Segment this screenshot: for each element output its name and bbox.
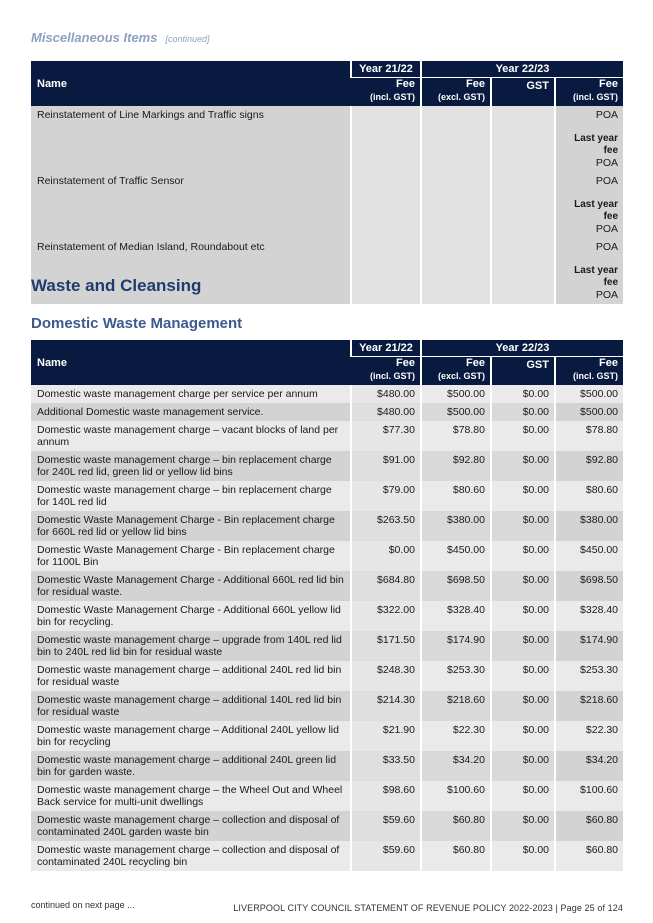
- col-gst-header: GST: [491, 78, 555, 107]
- waste-fee-table: [31, 340, 623, 871]
- fee-year-prev: $480.00: [351, 403, 421, 421]
- item-name: Domestic waste management charge – collection and disposal of contaminated 240L recycling bin: [31, 841, 351, 871]
- table-row: [31, 106, 623, 172]
- fee-incl-gst: [555, 238, 623, 304]
- fee-incl-gst: $450.00: [555, 541, 623, 571]
- gst-amount: [491, 106, 555, 172]
- fee-excl-gst: $22.30: [421, 721, 491, 751]
- item-name: Domestic waste management charge – upgrade from 140L red lid bin to 240L red lid bin for residual waste: [31, 631, 351, 661]
- table-row: [31, 721, 623, 751]
- table-row: [31, 691, 623, 721]
- item-name: Domestic Waste Management Charge - Bin replacement charge for 660L red lid or yellow lid bins: [31, 511, 351, 541]
- fee-year-prev: $98.60: [351, 781, 421, 811]
- fee-incl-gst: $100.60: [555, 781, 623, 811]
- fee-excl-gst: $218.60: [421, 691, 491, 721]
- fee-excl-gst: $80.60: [421, 481, 491, 511]
- gst-amount: $0.00: [491, 571, 555, 601]
- fee-incl-gst: $500.00: [555, 403, 623, 421]
- gst-amount: [491, 172, 555, 238]
- gst-amount: $0.00: [491, 661, 555, 691]
- item-name: Domestic waste management charge – the Wheel Out and Wheel Back service for multi-unit dwellings: [31, 781, 351, 811]
- gst-amount: $0.00: [491, 385, 555, 403]
- gst-amount: $0.00: [491, 421, 555, 451]
- continued-label: [continued]: [165, 34, 210, 44]
- gst-amount: $0.00: [491, 691, 555, 721]
- table-row: [31, 661, 623, 691]
- fee-year-prev: $91.00: [351, 451, 421, 481]
- item-name: Reinstatement of Traffic Sensor: [31, 172, 351, 238]
- item-name: Domestic waste management charge – additional 240L green lid bin for garden waste.: [31, 751, 351, 781]
- fee-incl-gst: $174.90: [555, 631, 623, 661]
- fee-excl-gst: $253.30: [421, 661, 491, 691]
- table-row: [31, 751, 623, 781]
- col-incl-fee-header: Fee (incl. GST): [555, 78, 623, 107]
- fee-excl-gst: $174.90: [421, 631, 491, 661]
- table-row: [31, 511, 623, 541]
- poa-label: POA: [595, 109, 619, 121]
- last-year-poa-label: POA: [595, 223, 619, 235]
- item-name: Domestic waste management charge – bin replacement charge for 240L red lid, green lid or yellow lid bins: [31, 451, 351, 481]
- fee-excl-gst: $380.00: [421, 511, 491, 541]
- fee-excl-gst: [421, 238, 491, 304]
- col-year-curr-header: Year 22/23: [421, 340, 623, 357]
- gst-amount: $0.00: [491, 601, 555, 631]
- fee-incl-gst: $218.60: [555, 691, 623, 721]
- fee-excl-gst: $698.50: [421, 571, 491, 601]
- gst-amount: $0.00: [491, 403, 555, 421]
- fee-excl-gst: $60.80: [421, 811, 491, 841]
- item-name: Domestic waste management charge – additional 240L red lid bin for residual waste: [31, 661, 351, 691]
- item-name: Domestic waste management charge – vacant blocks of land per annum: [31, 421, 351, 451]
- fee-incl-gst: $34.20: [555, 751, 623, 781]
- table-row: [31, 601, 623, 631]
- fee-incl-gst: $328.40: [555, 601, 623, 631]
- fee-excl-gst: $450.00: [421, 541, 491, 571]
- gst-amount: $0.00: [491, 811, 555, 841]
- fee-year-prev: $0.00: [351, 541, 421, 571]
- fee-excl-gst: $92.80: [421, 451, 491, 481]
- item-name: Reinstatement of Line Markings and Traffic signs: [31, 106, 351, 172]
- table-row: [31, 421, 623, 451]
- col-year-prev-header: Year 21/22: [351, 340, 421, 357]
- col-year-prev-header: Year 21/22: [351, 61, 421, 78]
- item-name: Domestic waste management charge per service per annum: [31, 385, 351, 403]
- item-name: Domestic waste management charge – bin replacement charge for 140L red lid: [31, 481, 351, 511]
- item-name: Domestic waste management charge – additional 140L red lid bin for residual waste: [31, 691, 351, 721]
- item-name: Reinstatement of Median Island, Roundabout etc: [31, 238, 351, 304]
- gst-amount: $0.00: [491, 841, 555, 871]
- fee-year-prev: $77.30: [351, 421, 421, 451]
- poa-label: POA: [595, 241, 619, 253]
- table-row: [31, 571, 623, 601]
- last-year-fee-label: Last year fee: [574, 133, 619, 156]
- fee-year-prev: $33.50: [351, 751, 421, 781]
- fee-year-prev: $79.00: [351, 481, 421, 511]
- misc-fee-table: [31, 61, 623, 304]
- fee-year-prev: [351, 238, 421, 304]
- fee-incl-gst: $500.00: [555, 385, 623, 403]
- subsection-title: Domestic Waste Management: [31, 315, 243, 332]
- misc-title-text: Miscellaneous Items: [31, 30, 158, 45]
- fee-year-prev: $59.60: [351, 811, 421, 841]
- footer-document-info: LIVERPOOL CITY COUNCIL STATEMENT OF REVENUE POLICY 2022-2023 | Page 25 of 124: [233, 903, 623, 913]
- fee-year-prev: $263.50: [351, 511, 421, 541]
- fee-incl-gst: [555, 172, 623, 238]
- table-row: [31, 841, 623, 871]
- gst-amount: $0.00: [491, 451, 555, 481]
- fee-excl-gst: $328.40: [421, 601, 491, 631]
- fee-incl-gst: $253.30: [555, 661, 623, 691]
- fee-excl-gst: $78.80: [421, 421, 491, 451]
- misc-section-title: [31, 30, 210, 45]
- col-name-header: Name: [31, 340, 351, 385]
- poa-label: POA: [595, 175, 619, 187]
- table-row: [31, 781, 623, 811]
- fee-excl-gst: $100.60: [421, 781, 491, 811]
- fee-incl-gst: $92.80: [555, 451, 623, 481]
- fee-year-prev: $480.00: [351, 385, 421, 403]
- col-year-curr-header: Year 22/23: [421, 61, 623, 78]
- gst-amount: $0.00: [491, 781, 555, 811]
- fee-excl-gst: $500.00: [421, 385, 491, 403]
- table-row: [31, 811, 623, 841]
- last-year-fee-label: Last year fee: [574, 265, 619, 288]
- col-incl-fee-header: Fee (incl. GST): [555, 357, 623, 386]
- table-row: [31, 403, 623, 421]
- item-name: Domestic Waste Management Charge - Additional 660L red lid bin for residual waste.: [31, 571, 351, 601]
- fee-year-prev: $21.90: [351, 721, 421, 751]
- fee-excl-gst: [421, 106, 491, 172]
- fee-excl-gst: $34.20: [421, 751, 491, 781]
- col-gst-header: GST: [491, 357, 555, 386]
- section-title: Waste and Cleansing: [31, 276, 202, 295]
- gst-amount: $0.00: [491, 511, 555, 541]
- last-year-poa-label: POA: [595, 289, 619, 301]
- fee-excl-gst: [421, 172, 491, 238]
- fee-year-prev: $684.80: [351, 571, 421, 601]
- fee-year-prev: $171.50: [351, 631, 421, 661]
- table-row: [31, 481, 623, 511]
- col-excl-fee-header: Fee (excl. GST): [421, 357, 491, 386]
- fee-incl-gst: $60.80: [555, 811, 623, 841]
- item-name: Domestic waste management charge – Additional 240L yellow lid bin for recycling: [31, 721, 351, 751]
- table-row: [31, 172, 623, 238]
- item-name: Domestic Waste Management Charge - Additional 660L yellow lid bin for recycling.: [31, 601, 351, 631]
- gst-amount: $0.00: [491, 481, 555, 511]
- fee-year-prev: $214.30: [351, 691, 421, 721]
- item-name: Domestic Waste Management Charge - Bin replacement charge for 1100L Bin: [31, 541, 351, 571]
- fee-year-prev: [351, 106, 421, 172]
- last-year-poa-label: POA: [595, 157, 619, 169]
- fee-incl-gst: $380.00: [555, 511, 623, 541]
- fee-incl-gst: $60.80: [555, 841, 623, 871]
- table-row: [31, 451, 623, 481]
- col-name-header: Name: [31, 61, 351, 106]
- item-name: Domestic waste management charge – collection and disposal of contaminated 240L garden waste bin: [31, 811, 351, 841]
- item-name: Additional Domestic waste management service.: [31, 403, 351, 421]
- gst-amount: $0.00: [491, 721, 555, 751]
- fee-incl-gst: $698.50: [555, 571, 623, 601]
- fee-excl-gst: $60.80: [421, 841, 491, 871]
- col-excl-fee-header: Fee (excl. GST): [421, 78, 491, 107]
- fee-year-prev: [351, 172, 421, 238]
- table-row: [31, 541, 623, 571]
- fee-year-prev: $322.00: [351, 601, 421, 631]
- fee-year-prev: $59.60: [351, 841, 421, 871]
- gst-amount: $0.00: [491, 751, 555, 781]
- last-year-fee-label: Last year fee: [574, 199, 619, 222]
- fee-incl-gst: [555, 106, 623, 172]
- fee-excl-gst: $500.00: [421, 403, 491, 421]
- gst-amount: $0.00: [491, 631, 555, 661]
- table-row: [31, 631, 623, 661]
- fee-incl-gst: $22.30: [555, 721, 623, 751]
- table-row: [31, 385, 623, 403]
- fee-year-prev: $248.30: [351, 661, 421, 691]
- gst-amount: [491, 238, 555, 304]
- footer-continued: continued on next page ...: [31, 900, 135, 910]
- fee-incl-gst: $80.60: [555, 481, 623, 511]
- col-y21-fee-header: Fee (incl. GST): [351, 78, 421, 107]
- gst-amount: $0.00: [491, 541, 555, 571]
- col-y21-fee-header: Fee (incl. GST): [351, 357, 421, 386]
- fee-incl-gst: $78.80: [555, 421, 623, 451]
